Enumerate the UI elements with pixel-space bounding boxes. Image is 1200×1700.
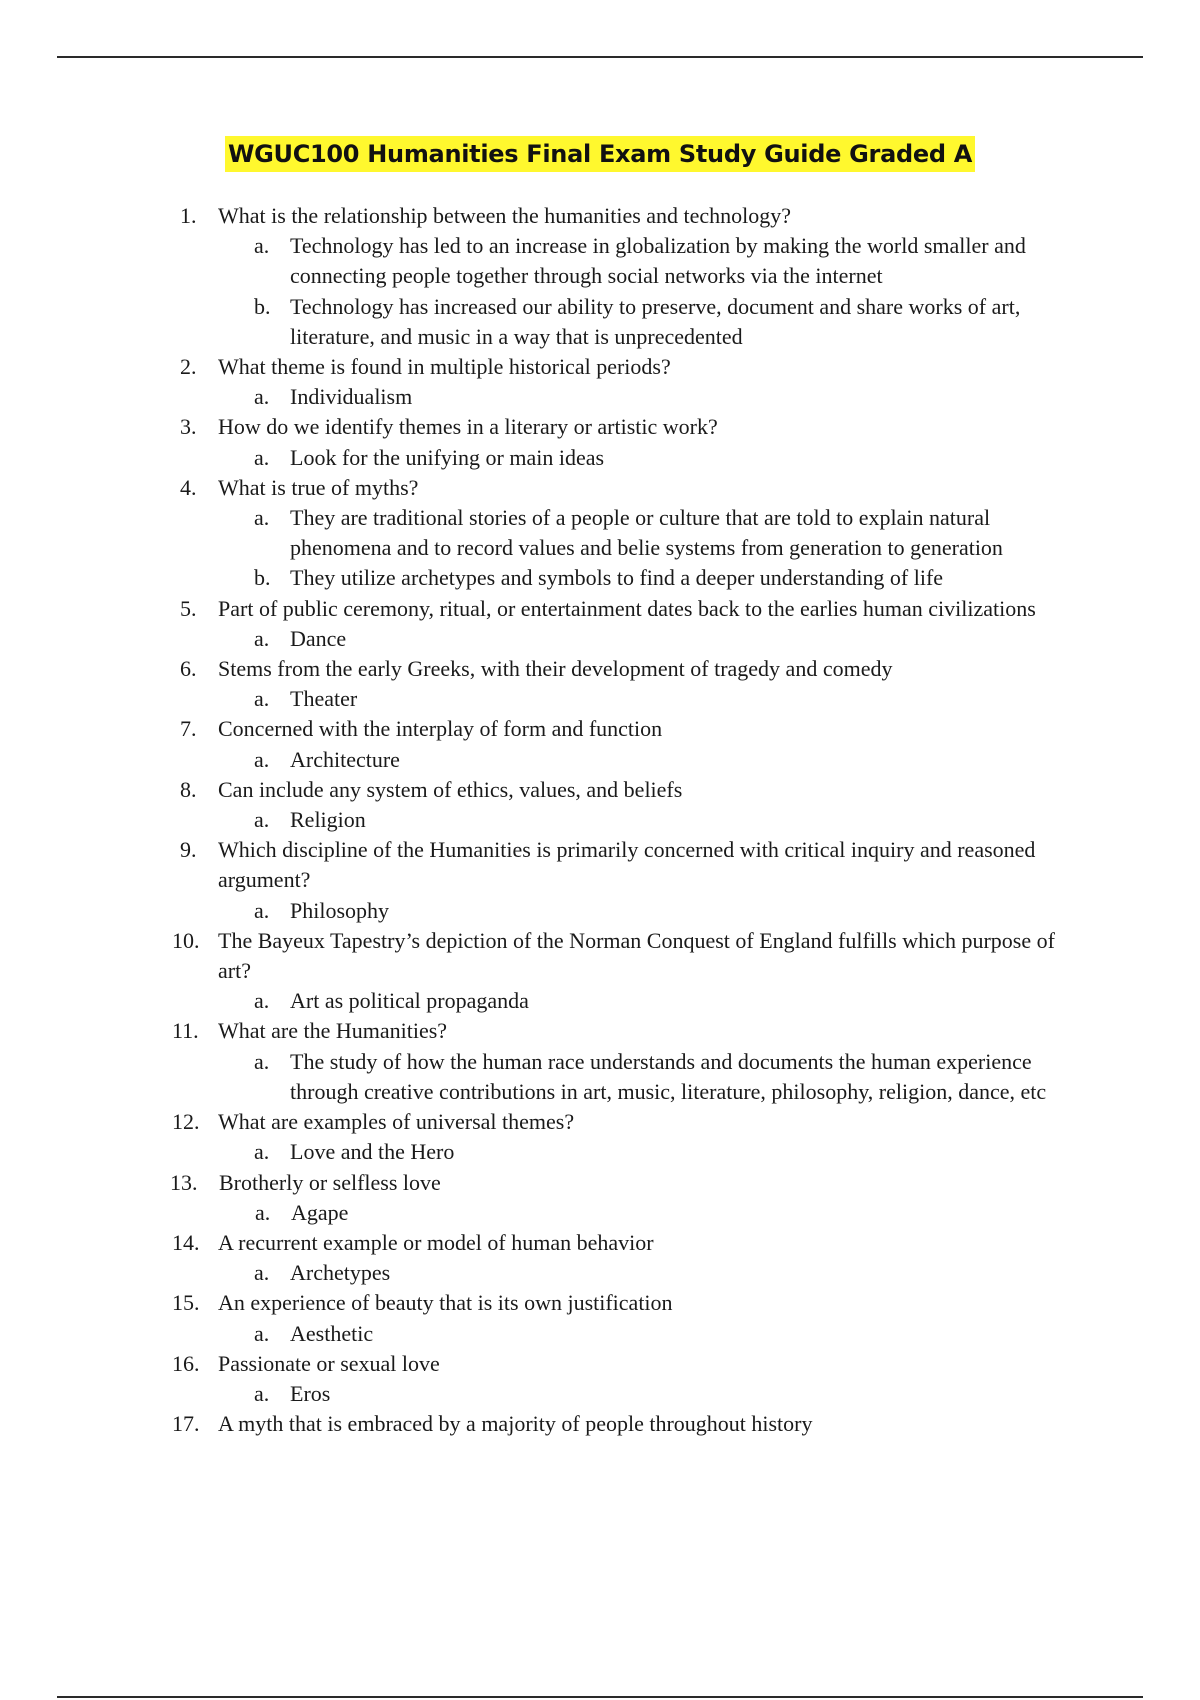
document-title: WGUC100 Humanities Final Exam Study Guide Graded A xyxy=(225,136,975,172)
answer-list xyxy=(218,896,1080,926)
question-text: How do we identify themes in a literary or artistic work? xyxy=(218,414,718,440)
answer-item xyxy=(218,292,1080,352)
answer-text: Agape xyxy=(291,1199,349,1225)
question-number: 13. xyxy=(170,1169,198,1195)
question-item xyxy=(0,1349,1200,1409)
answer-text: Eros xyxy=(290,1380,331,1406)
question-text: Which discipline of the Humanities is primarily concerned with critical inquiry and reasoned argument? xyxy=(218,837,1036,893)
question-item xyxy=(0,1168,1200,1228)
question-text: Passionate or sexual love xyxy=(218,1350,440,1376)
answer-list xyxy=(218,986,1080,1016)
answer-letter: a. xyxy=(254,384,270,410)
question-number: 8. xyxy=(180,776,197,802)
question-text: An experience of beauty that is its own justification xyxy=(218,1290,673,1316)
answer-letter: a. xyxy=(254,988,270,1014)
question-item xyxy=(0,1288,1200,1348)
answer-list xyxy=(218,382,1080,412)
question-item xyxy=(0,654,1200,714)
answer-text: Architecture xyxy=(290,746,400,772)
answer-text: Aesthetic xyxy=(290,1320,374,1346)
answer-list xyxy=(218,1047,1080,1107)
answer-list xyxy=(218,684,1080,714)
answer-item xyxy=(218,1379,1080,1409)
question-number: 1. xyxy=(180,203,197,228)
title-container xyxy=(0,136,1200,172)
question-number: 3. xyxy=(180,414,197,440)
question-item xyxy=(0,201,1200,352)
answer-letter: a. xyxy=(254,1048,270,1074)
question-item xyxy=(0,714,1200,774)
question-item xyxy=(0,835,1200,926)
answer-item xyxy=(218,1258,1080,1288)
answer-item xyxy=(218,503,1080,563)
answer-list xyxy=(218,805,1080,835)
answer-letter: b. xyxy=(254,293,271,319)
answer-item xyxy=(219,1198,1080,1228)
answer-list xyxy=(219,1198,1080,1228)
answer-list xyxy=(218,443,1080,473)
question-text: Stems from the early Greeks, with their development of tragedy and comedy xyxy=(218,656,893,682)
answer-item xyxy=(218,231,1080,291)
answer-list xyxy=(218,745,1080,775)
answer-item xyxy=(218,563,1080,593)
answer-letter: a. xyxy=(254,505,270,531)
answer-letter: a. xyxy=(254,1380,270,1406)
answer-text: Philosophy xyxy=(290,897,390,923)
answer-item xyxy=(218,896,1080,926)
answer-letter: a. xyxy=(254,1320,270,1346)
answer-item xyxy=(218,1047,1080,1107)
answer-letter: a. xyxy=(254,746,270,772)
answer-letter: a. xyxy=(254,686,270,712)
question-number: 17. xyxy=(172,1411,200,1437)
question-item xyxy=(0,926,1200,1017)
answer-text: The study of how the human race understands and documents the human experience through creative contributions in art, music, literature, philosophy, religion, dance, etc xyxy=(290,1048,1047,1104)
question-text: The Bayeux Tapestry’s depiction of the Norman Conquest of England fulfills which purpose of art? xyxy=(218,927,1055,984)
answer-text: Archetypes xyxy=(290,1260,391,1286)
answer-text: Dance xyxy=(290,625,347,651)
answer-item xyxy=(218,684,1080,714)
answer-text: They utilize archetypes and symbols to find a deeper understanding of life xyxy=(290,565,944,591)
answer-list xyxy=(218,1319,1080,1349)
question-number: 11. xyxy=(172,1018,199,1044)
top-divider xyxy=(57,56,1143,58)
question-number: 14. xyxy=(172,1229,200,1255)
answer-text: Art as political propaganda xyxy=(290,988,529,1014)
bottom-divider xyxy=(57,1696,1143,1698)
answer-text: Theater xyxy=(290,686,358,712)
question-number: 4. xyxy=(180,474,197,500)
answer-item xyxy=(218,745,1080,775)
question-item xyxy=(0,352,1200,412)
answer-item xyxy=(218,382,1080,412)
answer-list xyxy=(218,503,1080,594)
answer-item xyxy=(218,805,1080,835)
answer-item xyxy=(218,986,1080,1016)
question-item xyxy=(0,473,1200,594)
answer-item xyxy=(218,1319,1080,1349)
question-text: Concerned with the interplay of form and function xyxy=(218,716,663,742)
answer-letter: a. xyxy=(254,1139,270,1165)
question-number: 16. xyxy=(172,1350,200,1376)
answer-list xyxy=(218,1137,1080,1167)
answer-list xyxy=(218,624,1080,654)
answer-text: Individualism xyxy=(290,384,413,410)
question-text: A recurrent example or model of human behavior xyxy=(218,1229,654,1255)
question-number: 5. xyxy=(180,595,197,621)
question-number: 9. xyxy=(180,837,197,863)
answer-letter: a. xyxy=(255,1199,271,1225)
answer-letter: a. xyxy=(254,625,270,651)
answer-letter: a. xyxy=(254,1260,270,1286)
answer-text: Religion xyxy=(290,807,366,833)
answer-letter: a. xyxy=(254,807,270,833)
answer-text: Technology has led to an increase in globalization by making the world smaller and connecting people together through social networks via the internet xyxy=(290,233,1026,289)
question-text: Brotherly or selfless love xyxy=(219,1169,441,1195)
question-number: 6. xyxy=(180,656,197,682)
question-item xyxy=(0,1016,1200,1107)
answer-text: Technology has increased our ability to preserve, document and share works of art, literature, and music in a way that is unprecedented xyxy=(290,293,1021,349)
answer-item xyxy=(218,443,1080,473)
question-number: 12. xyxy=(172,1109,200,1135)
answer-text: Love and the Hero xyxy=(290,1139,455,1165)
question-text: Part of public ceremony, ritual, or entertainment dates back to the earlies human civilizations xyxy=(218,595,1036,621)
question-text: What are the Humanities? xyxy=(218,1018,448,1044)
question-item xyxy=(0,1228,1200,1288)
question-text: What are examples of universal themes? xyxy=(218,1109,575,1135)
question-number: 15. xyxy=(172,1290,200,1316)
question-number: 7. xyxy=(180,716,197,742)
answer-list xyxy=(218,1379,1080,1409)
answer-letter: a. xyxy=(254,233,270,259)
answer-letter: a. xyxy=(254,897,270,923)
question-item xyxy=(0,775,1200,835)
question-item xyxy=(0,1107,1200,1167)
answer-list xyxy=(218,231,1080,352)
question-text: What is true of myths? xyxy=(218,474,419,500)
question-list xyxy=(0,201,1200,1439)
answer-text: They are traditional stories of a people or culture that are told to explain natural phenomena and to record values and belie systems from generation to generation xyxy=(290,505,1003,561)
question-item xyxy=(0,412,1200,472)
question-text: Can include any system of ethics, values, and beliefs xyxy=(218,776,683,802)
question-item xyxy=(0,594,1200,654)
answer-list xyxy=(218,1258,1080,1288)
answer-letter: a. xyxy=(254,444,270,470)
question-text: A myth that is embraced by a majority of people throughout history xyxy=(218,1411,813,1437)
answer-item xyxy=(218,624,1080,654)
question-number: 10. xyxy=(172,927,200,953)
question-number: 2. xyxy=(180,354,197,380)
question-text: What is the relationship between the humanities and technology? xyxy=(218,203,792,228)
question-item xyxy=(0,1409,1200,1439)
answer-letter: b. xyxy=(254,565,271,591)
answer-item xyxy=(218,1137,1080,1167)
answer-text: Look for the unifying or main ideas xyxy=(290,444,605,470)
question-text: What theme is found in multiple historical periods? xyxy=(218,354,671,380)
